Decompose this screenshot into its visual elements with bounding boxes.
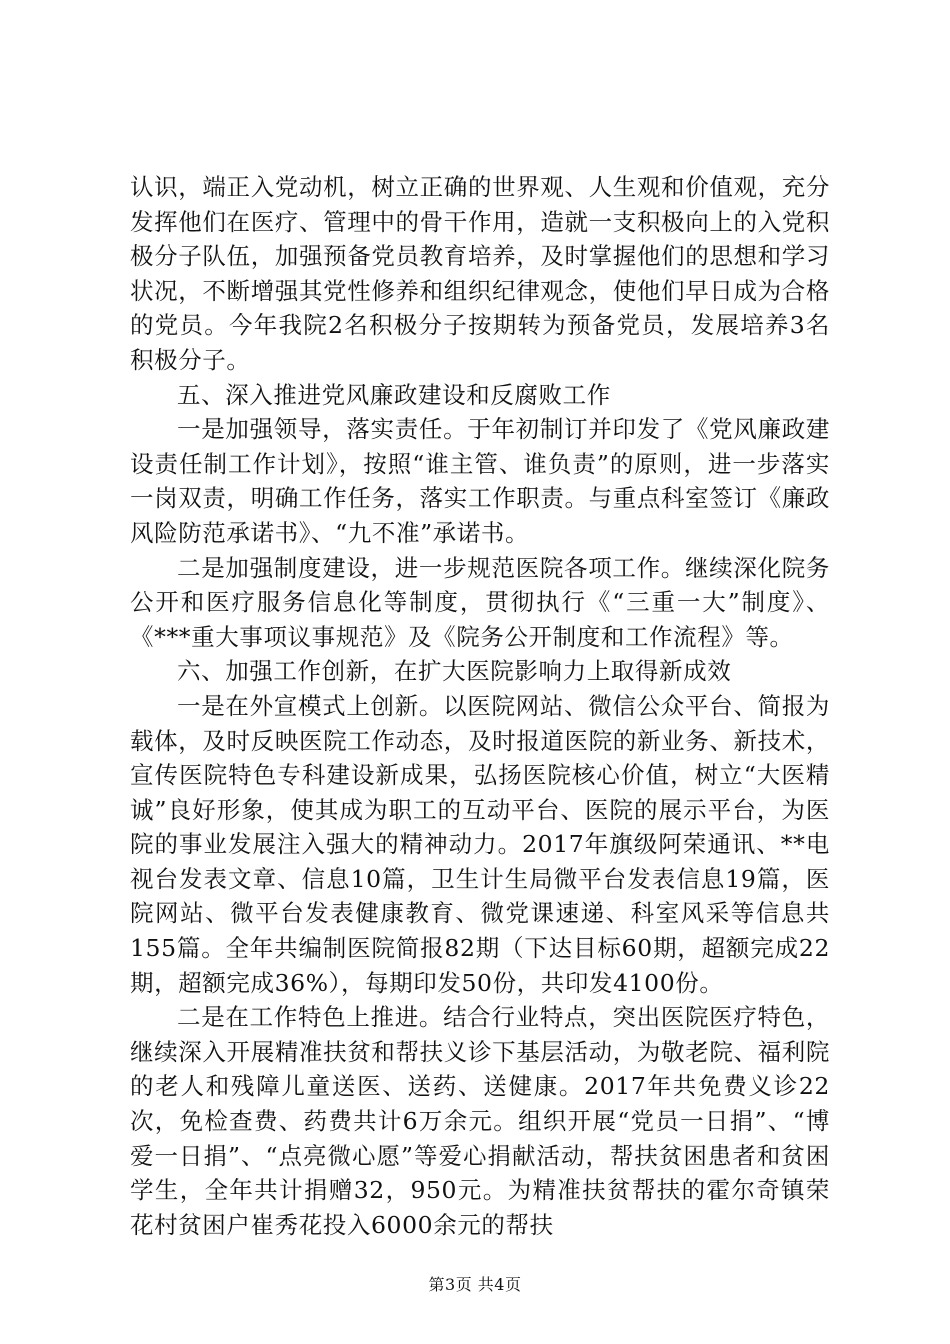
section-heading-5: 五、深入推进党风廉政建设和反腐败工作: [177, 380, 611, 409]
paragraph-system-building: 二是加强制度建设，进一步规范医院各项工作。继续深化院务公开和医疗服务信息化等制度，贯彻执行《“三重一大”制度》、《***重大事项议事规范》及《院务公开制度和工作流程》等。: [130, 553, 830, 651]
paragraph-work-features: 二是在工作特色上推进。结合行业特点，突出医院医疗特色，继续深入开展精准扶贫和帮扶义诊下基层活动，为敬老院、福利院的老人和残障儿童送医、送药、送健康。2017年共免费义诊22次，免检查费、药费共计6万余元。组织开展“党员一日捐”、“博爱一日捐”、“点亮微心愿”等爱心捐献活动，帮扶贫困患者和贫困学生，全年共计捐赠32，950元。为精准扶贫帮扶的霍尔奇镇荣花村贫困户崔秀花投入6000余元的帮扶: [130, 1003, 830, 1239]
paragraph-continuation: 认识，端正入党动机，树立正确的世界观、人生观和价值观，充分发挥他们在医疗、管理中的骨干作用，造就一支积极向上的入党积极分子队伍，加强预备党员教育培养，及时掌握他们的思想和学习状况，不断增强其党性修养和组织纪律观念，使他们早日成为合格的党员。今年我院2名积极分子按期转为预备党员，发展培养3名积极分子。: [130, 173, 830, 374]
paragraph-leadership: 一是加强领导，落实责任。于年初制订并印发了《党风廉政建设责任制工作计划》，按照“谁主管、谁负责”的原则，进一步落实一岗双责，明确工作任务，落实工作职责。与重点科室签订《廉政风险防范承诺书》、“九不准”承诺书。: [130, 415, 830, 547]
page-number-footer: 第3页 共4页: [428, 1275, 522, 1294]
document-body: [130, 170, 830, 1242]
section-heading-6: 六、加强工作创新，在扩大医院影响力上取得新成效: [177, 657, 732, 686]
paragraph-publicity-innovation: 一是在外宣模式上创新。以医院网站、微信公众平台、简报为载体，及时反映医院工作动态，及时报道医院的新业务、新技术，宣传医院特色专科建设新成果，弘扬医院核心价值，树立“大医精诚”良好形象，使其成为职工的互动平台、医院的展示平台，为医院的事业发展注入强大的精神动力。2017年旗级阿荣通讯、**电视台发表文章、信息10篇，卫生计生局微平台发表信息19篇，医院网站、微平台发表健康教育、微党课速递、科室风采等信息共155篇。全年共编制医院简报82期（下达目标60期，超额完成22期，超额完成36%），每期印发50份，共印发4100份。: [130, 691, 830, 997]
